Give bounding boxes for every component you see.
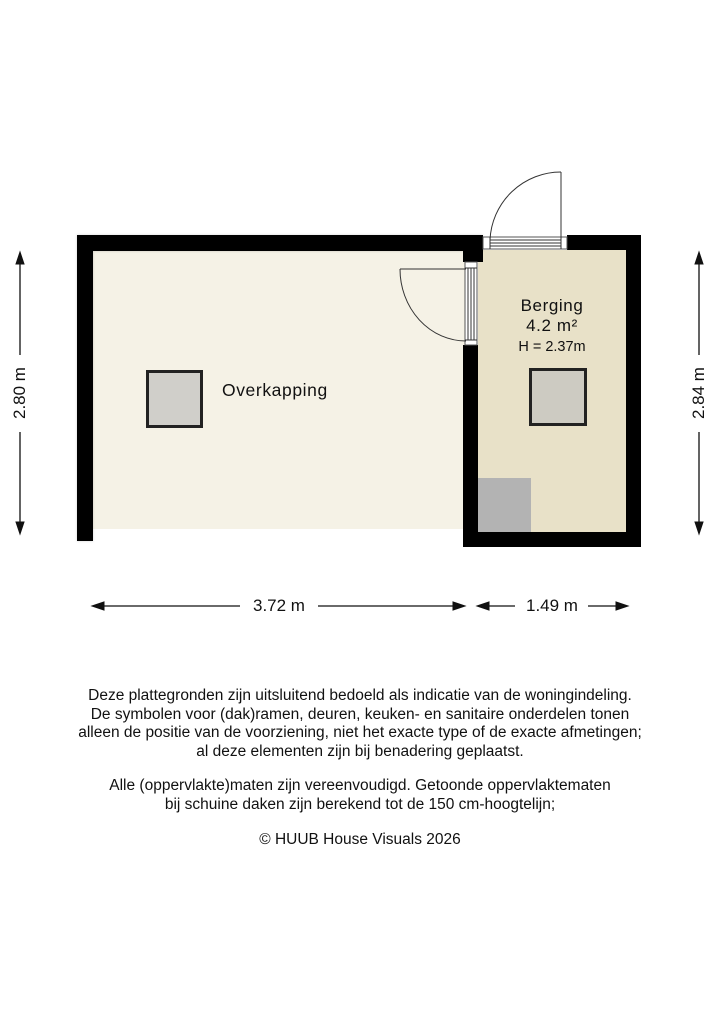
disclaimer-measurements — [0, 777, 720, 814]
disclaimer-line: Alle (oppervlakte)maten zijn vereenvoudigd. Getoonde oppervlaktematen — [109, 777, 611, 794]
room-height-berging: H = 2.37m — [518, 339, 586, 355]
door-exterior-icon — [483, 172, 567, 249]
skylight-icon — [531, 370, 586, 425]
room-area-berging: 4.2 m² — [526, 316, 578, 335]
room-label-overkapping: Overkapping — [222, 380, 328, 400]
dimension-right-label: 2.84 m — [689, 367, 708, 419]
room-label-berging: Berging — [520, 296, 584, 315]
disclaimer-line: Deze plattegronden zijn uitsluitend bedoeld als indicatie van de woningindeling. — [88, 687, 632, 704]
dimension-bottom-right-label: 1.49 m — [526, 596, 578, 615]
copyright: © HUUB House Visuals 2026 — [259, 831, 461, 848]
dimension-left-label: 2.80 m — [10, 367, 29, 419]
disclaimer-line: bij schuine daken zijn berekend tot de 150 cm-hoogtelijn; — [164, 795, 556, 813]
skylight-icon — [148, 372, 202, 427]
disclaimer-line: De symbolen voor (dak)ramen, deuren, keuken- en sanitaire onderdelen tonen — [90, 705, 630, 723]
storage-unit-icon — [478, 478, 531, 532]
disclaimer-line: al deze elementen zijn bij benadering geplaatst. — [196, 742, 524, 760]
disclaimer-line: alleen de positie van de voorziening, niet het exacte type of de exacte afmetingen; — [78, 724, 642, 741]
disclaimer — [0, 687, 720, 761]
dimension-bottom-left-label: 3.72 m — [253, 596, 305, 615]
